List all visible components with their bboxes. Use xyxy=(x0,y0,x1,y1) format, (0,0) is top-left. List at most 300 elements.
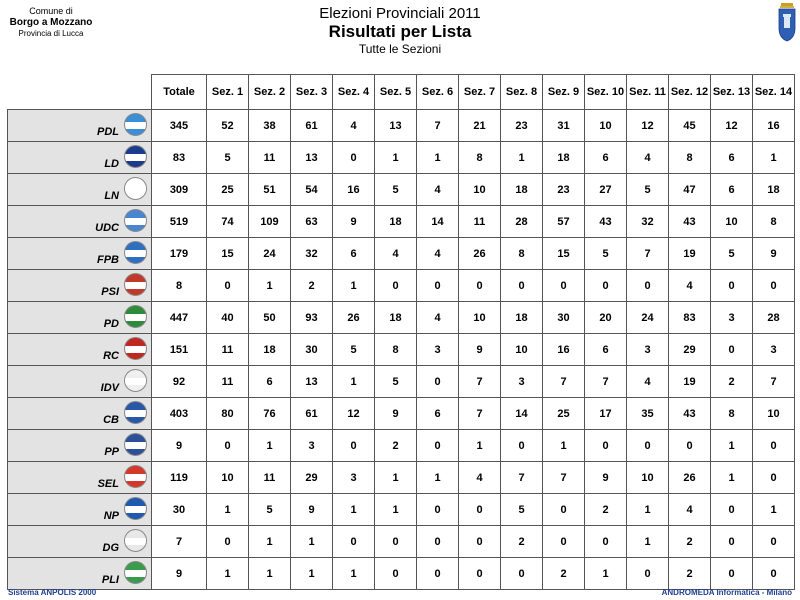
party-cell xyxy=(8,526,152,558)
party-name: NP xyxy=(103,510,119,522)
value-cell: 1 xyxy=(333,270,375,302)
value-cell: 10 xyxy=(459,302,501,334)
table-row xyxy=(8,206,795,238)
value-cell: 25 xyxy=(543,398,585,430)
party-cell xyxy=(8,142,152,174)
value-cell: 2 xyxy=(711,366,753,398)
party-logo-icon xyxy=(124,369,147,392)
table-row xyxy=(8,398,795,430)
value-cell: 1 xyxy=(333,366,375,398)
value-cell: 45 xyxy=(669,110,711,142)
column-header-sez-14: Sez. 14 xyxy=(753,75,795,110)
value-cell: 18 xyxy=(249,334,291,366)
value-cell: 18 xyxy=(375,302,417,334)
value-cell: 1 xyxy=(753,494,795,526)
value-cell: 9 xyxy=(291,494,333,526)
value-cell: 14 xyxy=(501,398,543,430)
scope-label: Tutte le Sezioni xyxy=(358,42,442,56)
value-cell: 30 xyxy=(291,334,333,366)
value-cell: 1 xyxy=(291,558,333,590)
value-cell: 20 xyxy=(585,302,627,334)
value-cell: 0 xyxy=(543,526,585,558)
value-cell: 1 xyxy=(711,430,753,462)
value-cell: 0 xyxy=(585,526,627,558)
title-block xyxy=(250,5,550,57)
table-row xyxy=(8,302,795,334)
crest-icon xyxy=(777,2,797,42)
value-cell: 28 xyxy=(501,206,543,238)
party-logo-icon xyxy=(124,177,147,200)
party-logo-icon xyxy=(124,497,147,520)
value-cell: 23 xyxy=(501,110,543,142)
value-cell: 10 xyxy=(753,398,795,430)
value-cell: 21 xyxy=(459,110,501,142)
party-cell xyxy=(8,270,152,302)
value-cell: 9 xyxy=(753,238,795,270)
party-cell xyxy=(8,494,152,526)
page-title: Elezioni Provinciali 2011 xyxy=(319,5,481,22)
party-logo-icon xyxy=(124,209,147,232)
value-cell: 0 xyxy=(417,430,459,462)
table-row xyxy=(8,270,795,302)
party-name: IDV xyxy=(100,382,119,394)
total-cell: 83 xyxy=(152,142,207,174)
comune-label: Comune di xyxy=(29,6,73,16)
value-cell: 0 xyxy=(501,270,543,302)
table-row xyxy=(8,110,795,142)
value-cell: 1 xyxy=(627,494,669,526)
value-cell: 16 xyxy=(753,110,795,142)
total-cell: 447 xyxy=(152,302,207,334)
value-cell: 57 xyxy=(543,206,585,238)
value-cell: 6 xyxy=(585,142,627,174)
column-header-sez-5: Sez. 5 xyxy=(375,75,417,110)
value-cell: 12 xyxy=(627,110,669,142)
total-cell: 30 xyxy=(152,494,207,526)
value-cell: 4 xyxy=(417,174,459,206)
value-cell: 11 xyxy=(459,206,501,238)
value-cell: 0 xyxy=(711,526,753,558)
value-cell: 1 xyxy=(501,142,543,174)
party-name: RC xyxy=(103,350,119,362)
value-cell: 0 xyxy=(417,270,459,302)
party-logo-icon xyxy=(124,273,147,296)
value-cell: 0 xyxy=(417,526,459,558)
value-cell: 7 xyxy=(753,366,795,398)
corner-cell xyxy=(8,75,152,110)
value-cell: 47 xyxy=(669,174,711,206)
value-cell: 16 xyxy=(543,334,585,366)
value-cell: 8 xyxy=(753,206,795,238)
value-cell: 0 xyxy=(375,558,417,590)
value-cell: 6 xyxy=(711,142,753,174)
value-cell: 0 xyxy=(207,430,249,462)
value-cell: 1 xyxy=(375,494,417,526)
value-cell: 7 xyxy=(417,110,459,142)
party-cell xyxy=(8,366,152,398)
party-logo-icon xyxy=(124,241,147,264)
value-cell: 1 xyxy=(375,142,417,174)
value-cell: 10 xyxy=(207,462,249,494)
footer-vendor: ANDROMEDA Informatica - Milano xyxy=(661,588,792,597)
column-header-sez-10: Sez. 10 xyxy=(585,75,627,110)
value-cell: 0 xyxy=(459,270,501,302)
value-cell: 18 xyxy=(501,302,543,334)
value-cell: 26 xyxy=(669,462,711,494)
value-cell: 1 xyxy=(249,430,291,462)
value-cell: 1 xyxy=(585,558,627,590)
value-cell: 26 xyxy=(333,302,375,334)
value-cell: 0 xyxy=(585,270,627,302)
total-cell: 309 xyxy=(152,174,207,206)
table-row xyxy=(8,174,795,206)
value-cell: 0 xyxy=(501,430,543,462)
value-cell: 19 xyxy=(669,366,711,398)
total-cell: 92 xyxy=(152,366,207,398)
value-cell: 17 xyxy=(585,398,627,430)
party-name: PD xyxy=(103,318,119,330)
party-logo-icon xyxy=(124,337,147,360)
value-cell: 0 xyxy=(753,270,795,302)
party-name: PLI xyxy=(101,574,119,586)
value-cell: 11 xyxy=(249,142,291,174)
column-header-sez-2: Sez. 2 xyxy=(249,75,291,110)
value-cell: 1 xyxy=(291,526,333,558)
value-cell: 3 xyxy=(501,366,543,398)
value-cell: 18 xyxy=(753,174,795,206)
value-cell: 12 xyxy=(333,398,375,430)
value-cell: 0 xyxy=(627,430,669,462)
value-cell: 0 xyxy=(207,270,249,302)
value-cell: 0 xyxy=(333,142,375,174)
value-cell: 25 xyxy=(207,174,249,206)
value-cell: 5 xyxy=(627,174,669,206)
provincia-name: Provincia di Lucca xyxy=(18,29,84,38)
value-cell: 26 xyxy=(459,238,501,270)
total-cell: 151 xyxy=(152,334,207,366)
party-cell xyxy=(8,430,152,462)
value-cell: 1 xyxy=(417,462,459,494)
party-cell xyxy=(8,206,152,238)
value-cell: 9 xyxy=(333,206,375,238)
value-cell: 3 xyxy=(291,430,333,462)
table-header-row xyxy=(8,75,795,110)
value-cell: 12 xyxy=(711,110,753,142)
value-cell: 0 xyxy=(417,558,459,590)
table-row xyxy=(8,558,795,590)
value-cell: 0 xyxy=(543,494,585,526)
value-cell: 29 xyxy=(291,462,333,494)
total-cell: 345 xyxy=(152,110,207,142)
value-cell: 5 xyxy=(207,142,249,174)
value-cell: 4 xyxy=(417,302,459,334)
value-cell: 16 xyxy=(333,174,375,206)
table-row xyxy=(8,238,795,270)
value-cell: 5 xyxy=(249,494,291,526)
value-cell: 9 xyxy=(459,334,501,366)
value-cell: 0 xyxy=(711,494,753,526)
value-cell: 10 xyxy=(501,334,543,366)
value-cell: 6 xyxy=(711,174,753,206)
value-cell: 7 xyxy=(501,462,543,494)
value-cell: 0 xyxy=(333,526,375,558)
column-header-sez-7: Sez. 7 xyxy=(459,75,501,110)
value-cell: 5 xyxy=(711,238,753,270)
value-cell: 109 xyxy=(249,206,291,238)
value-cell: 0 xyxy=(585,430,627,462)
value-cell: 1 xyxy=(333,494,375,526)
value-cell: 1 xyxy=(249,270,291,302)
value-cell: 13 xyxy=(291,366,333,398)
value-cell: 8 xyxy=(375,334,417,366)
party-cell xyxy=(8,558,152,590)
value-cell: 13 xyxy=(375,110,417,142)
value-cell: 3 xyxy=(627,334,669,366)
total-cell: 519 xyxy=(152,206,207,238)
party-name: UDC xyxy=(95,222,119,234)
value-cell: 2 xyxy=(585,494,627,526)
column-header-sez-9: Sez. 9 xyxy=(543,75,585,110)
value-cell: 32 xyxy=(627,206,669,238)
table-row xyxy=(8,334,795,366)
party-name: PSI xyxy=(101,286,119,298)
value-cell: 4 xyxy=(375,238,417,270)
value-cell: 61 xyxy=(291,110,333,142)
value-cell: 30 xyxy=(543,302,585,334)
value-cell: 38 xyxy=(249,110,291,142)
value-cell: 4 xyxy=(417,238,459,270)
value-cell: 1 xyxy=(417,142,459,174)
column-header-sez-8: Sez. 8 xyxy=(501,75,543,110)
value-cell: 4 xyxy=(627,366,669,398)
value-cell: 6 xyxy=(417,398,459,430)
party-name: DG xyxy=(102,542,119,554)
value-cell: 0 xyxy=(417,366,459,398)
value-cell: 8 xyxy=(711,398,753,430)
value-cell: 0 xyxy=(711,270,753,302)
value-cell: 7 xyxy=(627,238,669,270)
party-logo-icon xyxy=(124,465,147,488)
value-cell: 1 xyxy=(627,526,669,558)
total-cell: 9 xyxy=(152,430,207,462)
party-name: SEL xyxy=(97,478,119,490)
value-cell: 4 xyxy=(627,142,669,174)
value-cell: 7 xyxy=(585,366,627,398)
value-cell: 51 xyxy=(249,174,291,206)
column-header-sez-12: Sez. 12 xyxy=(669,75,711,110)
value-cell: 4 xyxy=(333,110,375,142)
value-cell: 24 xyxy=(249,238,291,270)
footer-system: Sistema ANPOLIS 2000 xyxy=(8,588,97,597)
value-cell: 2 xyxy=(375,430,417,462)
value-cell: 11 xyxy=(207,366,249,398)
value-cell: 0 xyxy=(711,558,753,590)
value-cell: 19 xyxy=(669,238,711,270)
value-cell: 1 xyxy=(375,462,417,494)
value-cell: 15 xyxy=(207,238,249,270)
value-cell: 2 xyxy=(501,526,543,558)
value-cell: 3 xyxy=(333,462,375,494)
party-logo-icon xyxy=(124,433,147,456)
column-header-sez-4: Sez. 4 xyxy=(333,75,375,110)
value-cell: 40 xyxy=(207,302,249,334)
party-name: PDL xyxy=(97,126,119,138)
value-cell: 15 xyxy=(543,238,585,270)
value-cell: 0 xyxy=(459,526,501,558)
value-cell: 61 xyxy=(291,398,333,430)
value-cell: 0 xyxy=(753,462,795,494)
value-cell: 2 xyxy=(669,558,711,590)
value-cell: 50 xyxy=(249,302,291,334)
value-cell: 2 xyxy=(669,526,711,558)
value-cell: 1 xyxy=(459,430,501,462)
table-row xyxy=(8,494,795,526)
total-cell: 119 xyxy=(152,462,207,494)
party-logo-icon xyxy=(124,529,147,552)
value-cell: 2 xyxy=(543,558,585,590)
value-cell: 27 xyxy=(585,174,627,206)
value-cell: 11 xyxy=(207,334,249,366)
total-cell: 8 xyxy=(152,270,207,302)
value-cell: 0 xyxy=(417,494,459,526)
value-cell: 54 xyxy=(291,174,333,206)
value-cell: 1 xyxy=(333,558,375,590)
value-cell: 0 xyxy=(753,430,795,462)
value-cell: 1 xyxy=(207,494,249,526)
party-name: LD xyxy=(104,158,119,170)
value-cell: 1 xyxy=(753,142,795,174)
value-cell: 1 xyxy=(711,462,753,494)
value-cell: 1 xyxy=(543,430,585,462)
party-cell xyxy=(8,334,152,366)
party-cell xyxy=(8,238,152,270)
table-row xyxy=(8,430,795,462)
value-cell: 32 xyxy=(291,238,333,270)
value-cell: 29 xyxy=(669,334,711,366)
table-row xyxy=(8,366,795,398)
value-cell: 0 xyxy=(543,270,585,302)
value-cell: 7 xyxy=(459,366,501,398)
value-cell: 0 xyxy=(669,430,711,462)
party-cell xyxy=(8,174,152,206)
column-header-sez-6: Sez. 6 xyxy=(417,75,459,110)
party-cell xyxy=(8,462,152,494)
value-cell: 43 xyxy=(669,398,711,430)
value-cell: 5 xyxy=(375,366,417,398)
value-cell: 93 xyxy=(291,302,333,334)
value-cell: 10 xyxy=(459,174,501,206)
party-name: CB xyxy=(103,414,119,426)
total-cell: 179 xyxy=(152,238,207,270)
value-cell: 13 xyxy=(291,142,333,174)
value-cell: 3 xyxy=(753,334,795,366)
value-cell: 7 xyxy=(543,462,585,494)
column-header-totale: Totale xyxy=(152,75,207,110)
value-cell: 0 xyxy=(207,526,249,558)
value-cell: 9 xyxy=(585,462,627,494)
value-cell: 52 xyxy=(207,110,249,142)
value-cell: 0 xyxy=(459,558,501,590)
value-cell: 0 xyxy=(375,526,417,558)
value-cell: 1 xyxy=(207,558,249,590)
comune-header xyxy=(6,6,96,39)
table-row xyxy=(8,526,795,558)
value-cell: 18 xyxy=(543,142,585,174)
value-cell: 35 xyxy=(627,398,669,430)
value-cell: 6 xyxy=(249,366,291,398)
value-cell: 2 xyxy=(291,270,333,302)
value-cell: 4 xyxy=(459,462,501,494)
value-cell: 6 xyxy=(585,334,627,366)
value-cell: 83 xyxy=(669,302,711,334)
value-cell: 0 xyxy=(375,270,417,302)
value-cell: 28 xyxy=(753,302,795,334)
value-cell: 0 xyxy=(753,558,795,590)
table-row xyxy=(8,142,795,174)
value-cell: 9 xyxy=(375,398,417,430)
total-cell: 7 xyxy=(152,526,207,558)
value-cell: 5 xyxy=(375,174,417,206)
column-header-sez-3: Sez. 3 xyxy=(291,75,333,110)
value-cell: 10 xyxy=(585,110,627,142)
value-cell: 43 xyxy=(669,206,711,238)
comune-name: Borgo a Mozzano xyxy=(9,17,93,28)
party-cell xyxy=(8,110,152,142)
value-cell: 3 xyxy=(711,302,753,334)
value-cell: 3 xyxy=(417,334,459,366)
value-cell: 5 xyxy=(501,494,543,526)
value-cell: 7 xyxy=(459,398,501,430)
value-cell: 8 xyxy=(501,238,543,270)
party-name: LN xyxy=(104,190,119,202)
total-cell: 9 xyxy=(152,558,207,590)
party-logo-icon xyxy=(124,305,147,328)
page-subtitle: Risultati per Lista xyxy=(328,22,472,41)
total-cell: 403 xyxy=(152,398,207,430)
column-header-sez-11: Sez. 11 xyxy=(627,75,669,110)
column-header-sez-1: Sez. 1 xyxy=(207,75,249,110)
value-cell: 23 xyxy=(543,174,585,206)
value-cell: 18 xyxy=(501,174,543,206)
value-cell: 7 xyxy=(543,366,585,398)
value-cell: 0 xyxy=(333,430,375,462)
value-cell: 18 xyxy=(375,206,417,238)
value-cell: 14 xyxy=(417,206,459,238)
table-row xyxy=(8,462,795,494)
value-cell: 11 xyxy=(249,462,291,494)
value-cell: 10 xyxy=(711,206,753,238)
party-logo-icon xyxy=(124,401,147,424)
value-cell: 0 xyxy=(627,270,669,302)
value-cell: 80 xyxy=(207,398,249,430)
value-cell: 24 xyxy=(627,302,669,334)
value-cell: 0 xyxy=(501,558,543,590)
value-cell: 5 xyxy=(585,238,627,270)
party-cell xyxy=(8,398,152,430)
value-cell: 31 xyxy=(543,110,585,142)
party-name: PP xyxy=(104,446,119,458)
value-cell: 63 xyxy=(291,206,333,238)
value-cell: 4 xyxy=(669,494,711,526)
results-table xyxy=(7,74,795,590)
value-cell: 74 xyxy=(207,206,249,238)
value-cell: 0 xyxy=(627,558,669,590)
party-logo-icon xyxy=(124,113,147,136)
column-header-sez-13: Sez. 13 xyxy=(711,75,753,110)
party-logo-icon xyxy=(124,145,147,168)
value-cell: 8 xyxy=(669,142,711,174)
value-cell: 43 xyxy=(585,206,627,238)
